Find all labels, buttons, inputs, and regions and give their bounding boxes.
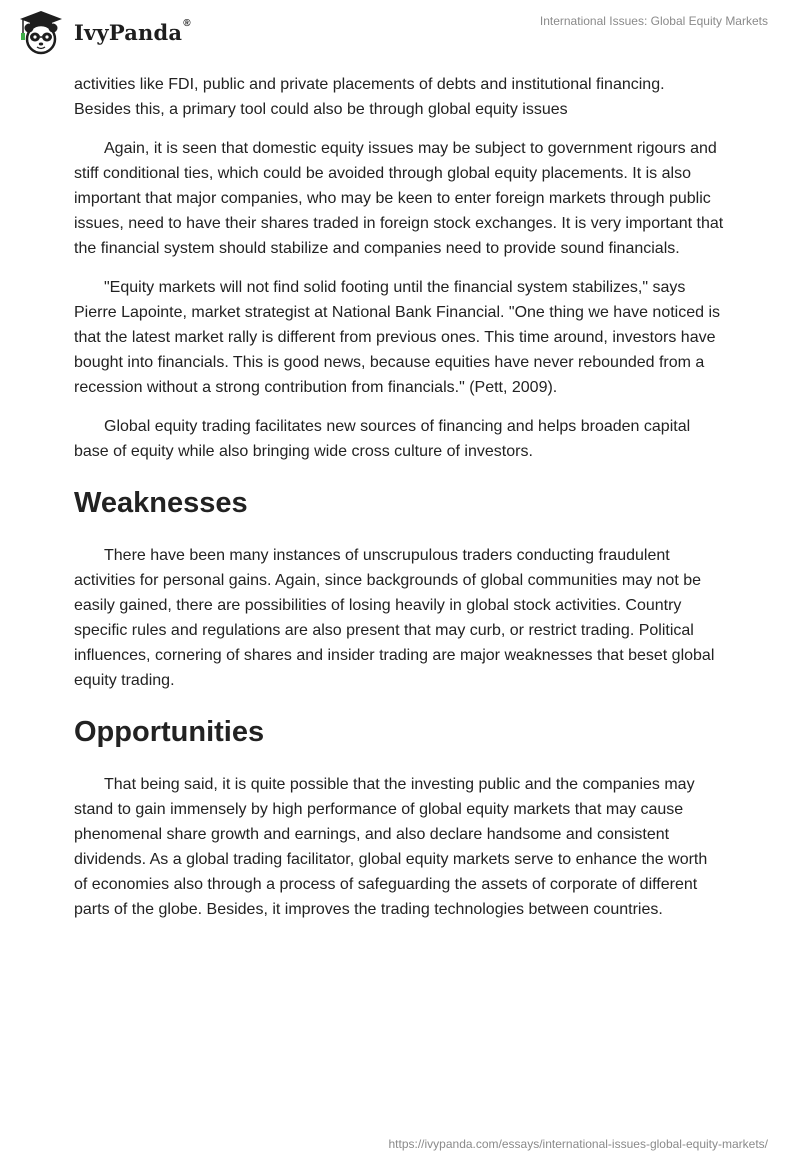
essay-content — [74, 72, 724, 936]
section-heading-opportunities: Opportunities — [74, 716, 265, 748]
panda-graduate-icon — [16, 9, 66, 55]
paragraph: "Equity markets will not find solid footing until the financial system stabilizes," says Pierre Lapointe, market strategist at National Bank Financial. "One thing we have noticed is that the latest market rally is different from previous ones. This time around, investors have bought into financials. This is good news, because equities have never rebounded from a recession without a strong contribution from financials." (Pett, 2009). — [74, 279, 721, 396]
source-url[interactable]: https://ivypanda.com/essays/international-issues-global-equity-markets/ — [388, 1137, 768, 1151]
section-heading-weaknesses: Weaknesses — [74, 487, 248, 519]
brand-name: IvyPanda® — [74, 17, 191, 45]
ivypanda-logo[interactable] — [16, 8, 216, 56]
paragraph: That being said, it is quite possible that the investing public and the companies may stand to gain immensely by high performance of global equity markets that may cause phenomenal share growth and earnings, and also declare handsome and consistent dividends. As a global trading facilitator, global equity markets serve to enhance the worth of economies also through a process of safeguarding the assets of corporate of different parts of the globe. Besides, it improves the trading technologies between countries. — [74, 776, 708, 918]
paragraph: Global equity trading facilitates new sources of financing and helps broaden capital base of equity while also bringing wide cross culture of investors. — [74, 418, 691, 460]
paragraph: Again, it is seen that domestic equity issues may be subject to government rigours and stiff conditional ties, which could be avoided through global equity placements. It is also important that major companies, who may be keen to enter foreign markets through public issues, need to have their shares traded in foreign stock exchanges. It is very important that the financial system should stabilize and companies need to provide sound financials. — [74, 140, 724, 257]
document-title: International Issues: Global Equity Markets — [539, 14, 768, 28]
paragraph: There have been many instances of unscrupulous traders conducting fraudulent activities for personal gains. Again, since backgrounds of global communities may not be easily gained, there are possibilities of losing heavily in global stock activities. Country specific rules and regulations are also present that may curb, or restrict trading. Political influences, cornering of shares and insider trading are major weaknesses that beset global equity trading. — [74, 547, 715, 689]
paragraph: activities like FDI, public and private placements of debts and institutional financing. Besides this, a primary tool could also be through global equity issues — [74, 76, 665, 118]
page-header — [0, 0, 800, 62]
